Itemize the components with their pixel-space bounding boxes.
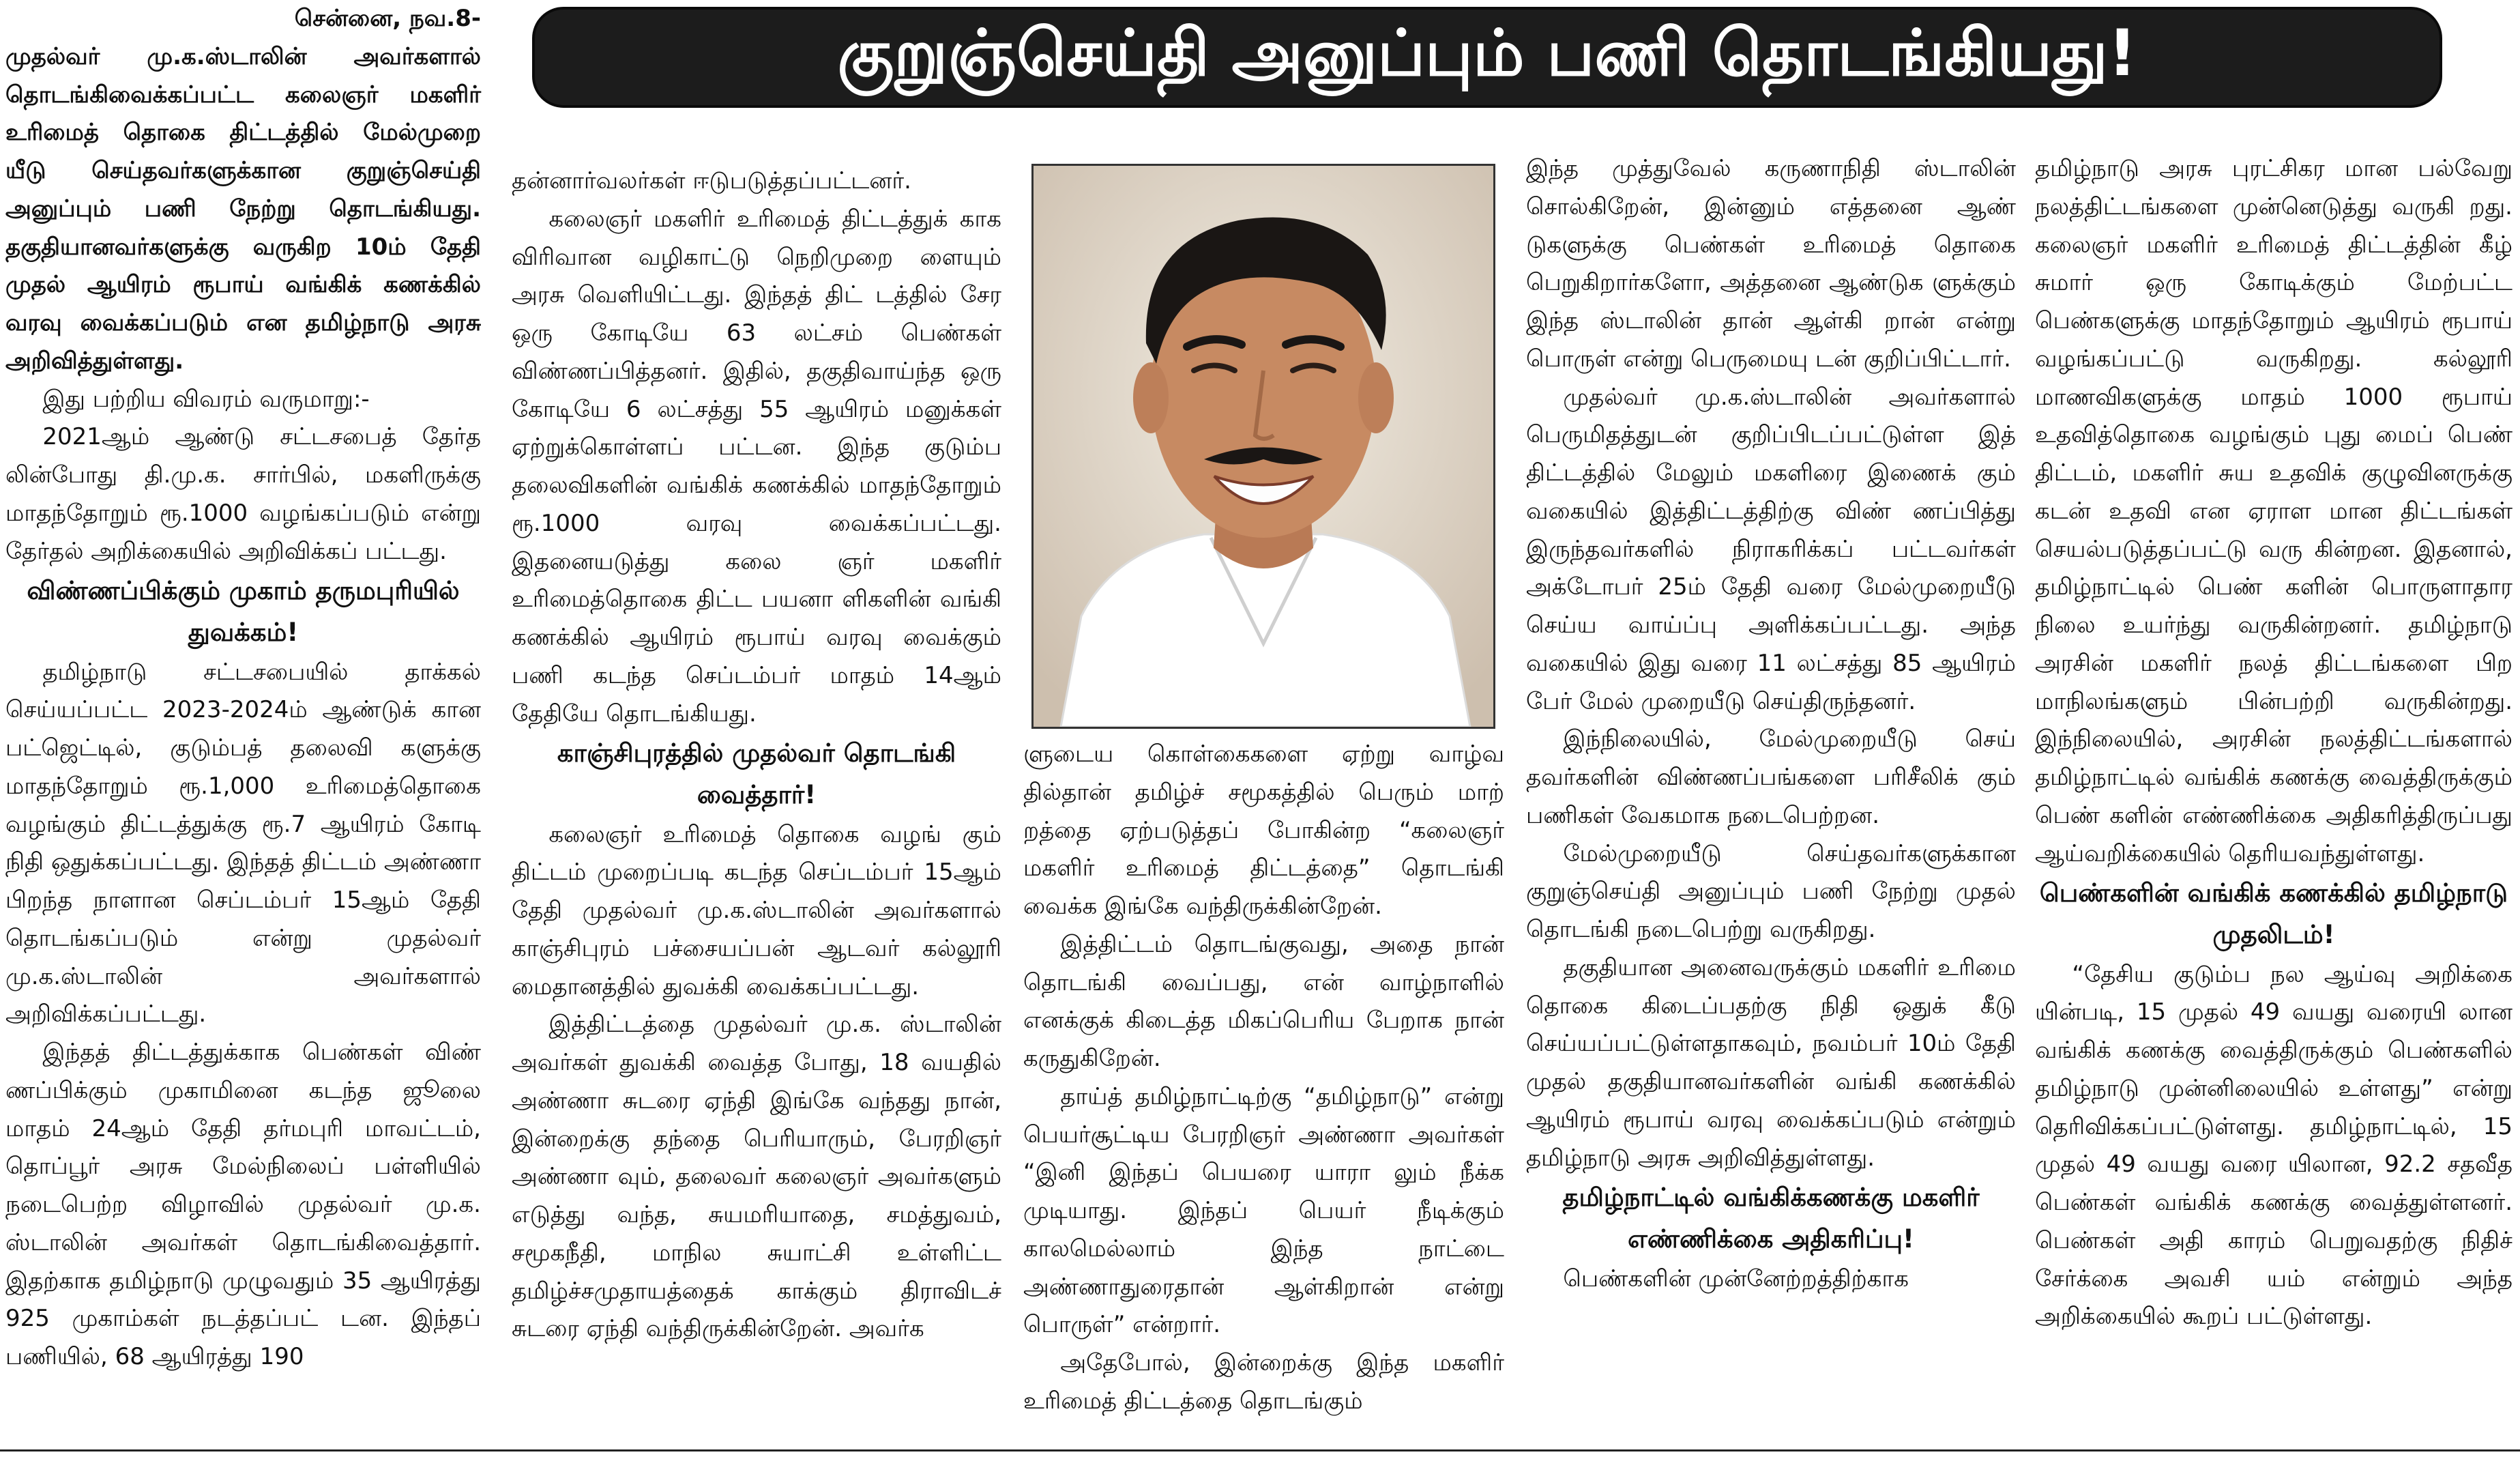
subheading: தமிழ்நாட்டில் வங்கிக்கணக்கு மகளிர் எண்ணிக்கை அதிகரிப்பு!	[1562, 1183, 1980, 1254]
paragraph: “தேசிய குடும்ப நல ஆய்வு அறிக்கை யின்படி, 15 முதல் 49 வயது வரையி லான வங்கிக் கணக்கு வைத்திருக்கும் பெண்களில் தமிழ்நாடு முன்னிலையில் உள்ளது” என்று தெரிவிக்கப்பட்டுள்ளது. தமிழ்நாட்டில், 15 முதல் 49 வயது வரை யிலான, 92.2 சதவீத பெண்கள் வங்கிக் கணக்கு வைத்துள்ளனர். பெண்கள் அதி காரம் பெறுவதற்கு நிதிச் சேர்க்கை அவசி யம் என்றும் அந்த அறிக்கையில் கூறப் பட்டுள்ளது.	[2035, 960, 2512, 1331]
paragraph: இத்திட்டம் தொடங்குவது, அதை நான் தொடங்கி வைப்பது, என் வாழ்நாளில் எனக்குக் கிடைத்த மிகப்பெரிய பேறாக நான் கருதுகிறேன்.	[1023, 930, 1504, 1072]
paragraph: கலைஞர் மகளிர் உரிமைத் திட்டத்துக் காக விரிவான வழிகாட்டு நெறிமுறை ளையும் அரசு வெளியிட்டது. இந்தத் திட் டத்தில் சேர ஒரு கோடியே 63 லட்சம் பெண்கள் விண்ணப்பித்தனர். இதில், தகுதிவாய்ந்த ஒரு கோடியே 6 லட்சத்து 55 ஆயிரம் மனுக்கள் ஏற்றுக்கொள்ளப் பட்டன. இந்த குடும்ப தலைவிகளின் வங்கிக் கணக்கில் மாதந்தோறும் ரூ.1000 வரவு வைக்கப்பட்டது. இதனையடுத்து கலை ஞர் மகளிர் உரிமைத்தொகை திட்ட பயனா ளிகளின் வங்கி கணக்கில் ஆயிரம் ரூபாய் வரவு வைக்கும் பணி கடந்த செப்டம்பர் மாதம் 14ஆம் தேதியே தொடங்கியது.	[512, 205, 1001, 727]
paragraph: ளுடைய கொள்கைகளை ஏற்று வாழ்வ தில்தான் தமிழ்ச் சமூகத்தில் பெரும் மாற் றத்தை ஏற்படுத்தப் போகின்ற “கலைஞர் மகளிர் உரிமைத் திட்டத்தை” தொடங்கி வைக்க இங்கே வந்திருக்கின்றேன்.	[1023, 740, 1504, 920]
paragraph: தமிழ்நாடு அரசு புரட்சிகர மான பல்வேறு நலத்திட்டங்களை முன்னெடுத்து வருகி றது. கலைஞர் மகளிர் உரிமைத் திட்டத்தின் கீழ் சுமார் ஒரு கோடிக்கும் மேற்பட்ட பெண்களுக்கு மாதந்தோறும் ஆயிரம் ரூபாய் வழங்கப்பட்டு வருகிறது. கல்லூரி மாணவிகளுக்கு மாதம் 1000 ரூபாய் உதவித்தொகை வழங்கும் புது மைப் பெண் திட்டம், மகளிர் சுய உதவிக் குழுவினருக்கு கடன் உதவி என ஏராள மான திட்டங்கள் செயல்படுத்தப்பட்டு வரு கின்றன. இதனால், தமிழ்நாட்டில் பெண் களின் பொருளாதார நிலை உயர்ந்து வருகின்றனர். தமிழ்நாடு அரசின் மகளிர் நலத் திட்டங்களை பிற மாநிலங்களும் பின்பற்றி வருகின்றது. இந்நிலையில், அரசின் நலத்திட்டங்களால் தமிழ்நாட்டில் வங்கிக் கணக்கு வைத்திருக்கும் பெண் களின் எண்ணிக்கை அதிகரித்திருப்பது ஆய்வறிக்கையில் தெரியவந்துள்ளது.	[2035, 155, 2512, 867]
paragraph: அதேபோல், இன்றைக்கு இந்த மகளிர் உரிமைத் திட்டத்தை தொடங்கும்	[1023, 1349, 1504, 1415]
headline-banner	[532, 7, 2442, 108]
headline: குறுஞ்செய்தி அனுப்பும் பணி தொடங்கியது!	[837, 16, 2137, 91]
paragraph: தகுதியான அனைவருக்கும் மகளிர் உரிமை தொகை கிடைப்பதற்கு நிதி ஒதுக் கீடு செய்யப்பட்டுள்ளதாகவும், நவம்பர் 10ம் தேதி முதல் தகுதியானவர்களின் வங்கி கணக்கில் ஆயிரம் ரூபாய் வரவு வைக்கப்படும் என்றும் தமிழ்நாடு அரசு அறிவித்துள்ளது.	[1526, 953, 2016, 1172]
subheading: காஞ்சிபுரத்தில் முதல்வர் தொடங்கி வைத்தார்!	[557, 738, 956, 809]
paragraph: பெண்களின் முன்னேற்றத்திற்காக	[1563, 1265, 1909, 1292]
paragraph: தாய்த் தமிழ்நாட்டிற்கு “தமிழ்நாடு” என்று பெயர்சூட்டிய பேரறிஞர் அண்ணா அவர்கள் “இனி இந்தப் பெயரை யாரா லும் நீக்க முடியாது. இந்தப் பெயர் நீடிக்கும் காலமெல்லாம் இந்த நாட்டை அண்ணாதுரைதான் ஆள்கிறான் என்று பொருள்” என்றார்.	[1023, 1082, 1504, 1339]
article-column-1	[5, 0, 481, 1376]
paragraph: இத்திட்டத்தை முதல்வர் மு.க. ஸ்டாலின் அவர்கள் துவக்கி வைத்த போது, 18 வயதில் அண்ணா சுடரை ஏந்தி இங்கே வந்தது நான், இன்றைக்கு தந்தை பெரியாரும், பேரறிஞர் அண்ணா வும், தலைவர் கலைஞர் அவர்களும் எடுத்து வந்த, சுயமரியாதை, சமத்துவம், சமூகநீதி, மாநில சுயாட்சி உள்ளிட்ட தமிழ்ச்சமுதாயத்தைக் காக்கும் திராவிடச் சுடரை ஏந்தி வந்திருக்கின்றேன். அவர்க	[512, 1011, 1002, 1343]
article-column-5	[2035, 150, 2512, 1336]
person-portrait-icon	[1034, 166, 1493, 727]
subheading: பெண்களின் வங்கிக் கணக்கில் தமிழ்நாடு முதலிடம்!	[2039, 878, 2508, 949]
chief-minister-photo	[1031, 164, 1495, 729]
article-column-2	[512, 162, 1001, 1348]
paragraph: இந்நிலையில், மேல்முறையீடு செய் தவர்களின் விண்ணப்பங்களை பரிசீலிக் கும் பணிகள் வேகமாக நடைபெற்றன.	[1526, 725, 2016, 829]
paragraph: தன்னார்வலர்கள் ஈடுபடுத்தப்பட்டனர்.	[512, 167, 911, 194]
dateline: சென்னை, நவ.8-	[294, 5, 481, 32]
paragraph: முதல்வர் மு.க.ஸ்டாலின் அவர்களால் பெருமிதத்துடன் குறிப்பிடப்பட்டுள்ள இத் திட்டத்தில் மேலும் மகளிரை இணைக் கும் வகையில் இத்திட்டத்திற்கு விண் ணப்பித்து இருந்தவர்களில் நிராகரிக்கப் பட்டவர்கள் அக்டோபர் 25ம் தேதி வரை மேல்முறையீடு செய்ய வாய்ப்பு அளிக்கப்பட்டது. அந்த வகையில் இது வரை 11 லட்சத்து 85 ஆயிரம் பேர் மேல் முறையீடு செய்திருந்தனர்.	[1526, 383, 2016, 715]
bottom-rule	[0, 1449, 2520, 1451]
paragraph: இந்த முத்துவேல் கருணாநிதி ஸ்டாலின் சொல்கிறேன், இன்னும் எத்தனை ஆண் டுகளுக்கு பெண்கள் உரிமைத் தொகை பெறுகிறார்களோ, அத்தனை ஆண்டுக ளுக்கும் இந்த ஸ்டாலின் தான் ஆள்கி றான் என்று பொருள் என்று பெருமையு டன் குறிப்பிட்டார்.	[1526, 155, 2016, 373]
paragraph: தமிழ்நாடு சட்டசபையில் தாக்கல் செய்யப்பட்ட 2023-2024ம் ஆண்டுக் கான பட்ஜெட்டில், குடும்பத் தலைவி களுக்கு மாதந்தோறும் ரூ.1,000 உரிமைத்தொகை வழங்கும் திட்டத்துக்கு ரூ.7 ஆயிரம் கோடி நிதி ஒதுக்கப்பட்டது. இந்தத் திட்டம் அண்ணா பிறந்த நாளான செப்டம்பர் 15ஆம் தேதி தொடங்கப்படும் என்று முதல்வர் மு.க.ஸ்டாலின் அவர்களால் அறிவிக்கப்பட்டது.	[5, 658, 481, 1028]
paragraph: 2021ஆம் ஆண்டு சட்டசபைத் தேர்த லின்போது தி.மு.க. சார்பில், மகளிருக்கு மாதந்தோறும் ரூ.1000 வழங்கப்படும் என்று தேர்தல் அறிக்கையில் அறிவிக்கப் பட்டது.	[5, 423, 481, 565]
paragraph: மேல்முறையீடு செய்தவர்களுக்கான குறுஞ்செய்தி அனுப்பும் பணி நேற்று முதல் தொடங்கி நடைபெற்று வருகிறது.	[1526, 839, 2016, 943]
article-column-4	[1526, 150, 2016, 1298]
subheading: விண்ணப்பிக்கும் முகாம் தருமபுரியில் துவக்கம்!	[27, 576, 460, 647]
paragraph: இந்தத் திட்டத்துக்காக பெண்கள் விண் ணப்பிக்கும் முகாமினை கடந்த ஜூலை மாதம் 24ஆம் தேதி தர்மபுரி மாவட்டம், தொப்பூர் அரசு மேல்நிலைப் பள்ளியில் நடைபெற்ற விழாவில் முதல்வர் மு.க. ஸ்டாலின் அவர்கள் தொடங்கிவைத்தார். இதற்காக தமிழ்நாடு முழுவதும் 35 ஆயிரத்து 925 முகாம்கள் நடத்தப்பட் டன. இந்தப் பணியில், 68 ஆயிரத்து 190	[5, 1039, 481, 1371]
article-column-3	[1023, 736, 1504, 1421]
paragraph: இது பற்றிய விவரம் வருமாறு:-	[42, 385, 370, 413]
lead-paragraph: முதல்வர் மு.க.ஸ்டாலின் அவர்களால் தொடங்கிவைக்கப்பட்ட கலைஞர் மகளிர் உரிமைத் தொகை திட்டத்தில் மேல்முறை யீடு செய்தவர்களுக்கான குறுஞ்செய்தி அனுப்பும் பணி நேற்று தொடங்கியது. தகுதியானவர்களுக்கு வருகிற 10ம் தேதி முதல் ஆயிரம் ரூபாய் வங்கிக் கணக்கில் வரவு வைக்கப்படும் என தமிழ்நாடு அரசு அறிவித்துள்ளது.	[5, 42, 481, 375]
paragraph: கலைஞர் உரிமைத் தொகை வழங் கும் திட்டம் முறைப்படி கடந்த செப்டம்பர் 15ஆம் தேதி முதல்வர் மு.க.ஸ்டாலின் அவர்களால் காஞ்சிபுரம் பச்சையப்பன் ஆடவர் கல்லூரி மைதானத்தில் துவக்கி வைக்கப்பட்டது.	[512, 820, 1001, 1000]
